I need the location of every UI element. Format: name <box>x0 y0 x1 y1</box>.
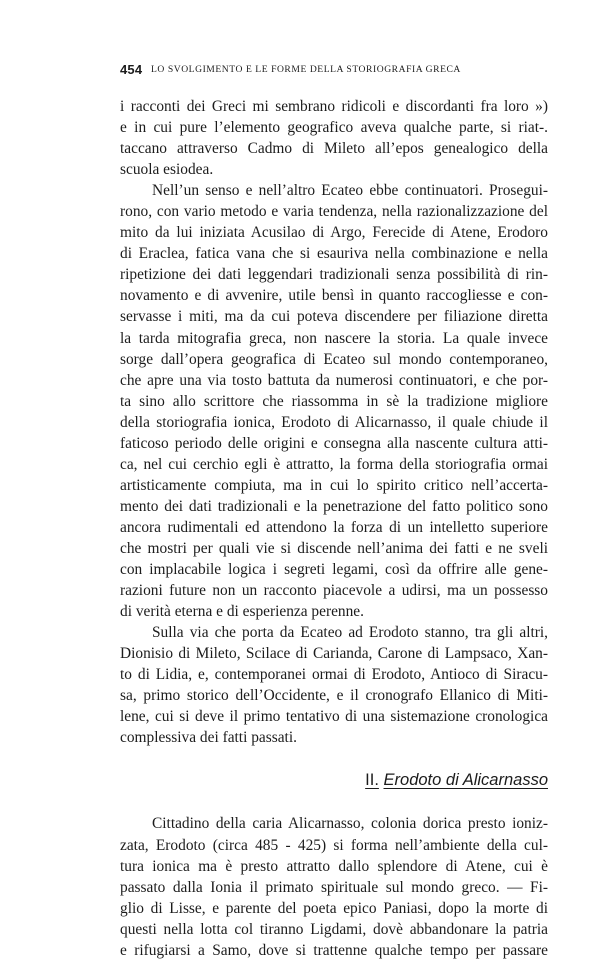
text-line: Cittadino della caria Alicarnasso, colonia dorica presto ioniz- <box>152 815 548 833</box>
paragraph <box>120 622 548 748</box>
text-line: della storiografia ionica, Erodoto di Alicarnasso, il quale chiude il <box>120 413 548 431</box>
running-head <box>120 62 548 84</box>
running-title: LO SVOLGIMENTO E LE FORME DELLA STORIOGRAFIA GRECA <box>151 64 461 75</box>
text-line: mito da lui iniziata Acusilao di Argo, Ferecide di Atene, Erodoro <box>120 224 548 242</box>
section-heading <box>120 770 548 794</box>
text-line: zata, Erodoto (circa 485 - 425) si forma nell’ambiente della cul- <box>120 836 548 854</box>
section-title: Erodoto di Alicarnasso <box>383 771 548 790</box>
text-line: ca, nel cui cerchio egli è attratto, la forma della storiografia ormai <box>120 455 548 473</box>
text-line: e in cui pure l’elemento geografico aveva qualche parte, si riat-. <box>120 119 548 137</box>
text-line: faticoso periodo delle origini e consegna alla nascente cultura atti- <box>120 434 548 452</box>
paragraph <box>120 96 548 180</box>
text-line: taccano attraverso Cadmo di Mileto all’epos genealogico della <box>120 140 548 158</box>
text-line: artisticamente compiuta, ma in cui lo spirito critico nell’accerta- <box>120 476 548 494</box>
text-line: scuola esiodea. <box>120 161 214 179</box>
text-line: ripetizione dei dati leggendari tradizionali senza possibilità di rin- <box>120 266 548 284</box>
text-line: sa, primo storico dell’Occidente, e il cronografo Ellanico di Miti- <box>120 687 548 705</box>
text-line: glio di Lisse, e parente del poeta epico Paniasi, dopo la morte di <box>120 899 548 917</box>
text-line: passato dalla Ionia il primato spirituale sul mondo greco. — Fi- <box>120 878 548 896</box>
text-line: che mostri per quali vie si discende nell’anima dei fatti e ne sveli <box>120 539 548 557</box>
text-line: i racconti dei Greci mi sembrano ridicoli e discordanti fra loro ») <box>120 98 548 115</box>
text-line: questi nella lotta col tiranno Ligdami, dovè abbandonare la patria <box>120 920 548 938</box>
text-line: di verità eterna e di esperienza perenne. <box>120 603 364 621</box>
text-line: con implacabile logica i segreti legami, così da offrire alle gene- <box>120 561 548 579</box>
text-line: lene, cui si deve il primo tentativo di una sistemazione cronologica <box>120 708 548 726</box>
body-text <box>120 96 548 961</box>
text-line: di Eraclea, fatica vana che si esauriva nella combinazione e nella <box>120 245 548 263</box>
text-line: to di Lidia, e, contemporanei ormai di Erodoto, Antioco di Siracu- <box>120 666 548 684</box>
text-line: razioni future non un racconto piacevole a udirsi, ma un possesso <box>120 582 548 600</box>
text-line: Sulla via che porta da Ecateo ad Erodoto stanno, tra gli altri, <box>152 624 548 642</box>
text-line: novamento e di avvenire, utile bensì in quanto raccogliesse e con- <box>120 287 548 305</box>
book-page <box>120 62 548 961</box>
text-line: ta sino allo scrittore che riassomma in sè la tradizione migliore <box>120 392 548 410</box>
text-line: Nell’un senso e nell’altro Ecateo ebbe continuatori. Prosegui- <box>152 182 548 200</box>
text-line: e rifugiarsi a Samo, dove si trattenne qualche tempo per passare <box>120 941 548 959</box>
paragraph <box>120 180 548 622</box>
text-line: che apre una via tosto battuta da numerosi continuatori, e che por- <box>120 371 548 389</box>
text-line: rono, con vario metodo e varia tendenza, nella razionalizzazione del <box>120 203 548 221</box>
text-line: la tarda mitografia greca, non nascere la storia. La quale invece <box>120 329 548 347</box>
section-number: II. <box>365 771 379 790</box>
text-line: tura ionica ma è presto attratto dallo splendore di Atene, cui è <box>120 857 548 875</box>
text-line: sorge dall’opera geografica di Ecateo sul mondo contemporaneo, <box>120 350 548 368</box>
paragraph <box>120 813 548 960</box>
text-line: servasse i miti, ma da cui poteva discendere per filiazione diretta <box>120 308 548 326</box>
page-number: 454 <box>120 62 143 77</box>
text-line: Dionisio di Mileto, Scilace di Carianda, Carone di Lampsaco, Xan- <box>120 645 548 663</box>
text-line: ancora rudimentali ed attendono la forza di un intelletto superiore <box>120 518 548 536</box>
text-line: complessiva dei fatti passati. <box>120 729 297 747</box>
text-line: mento dei dati tradizionali e la penetrazione del fatto politico sono <box>120 497 548 515</box>
